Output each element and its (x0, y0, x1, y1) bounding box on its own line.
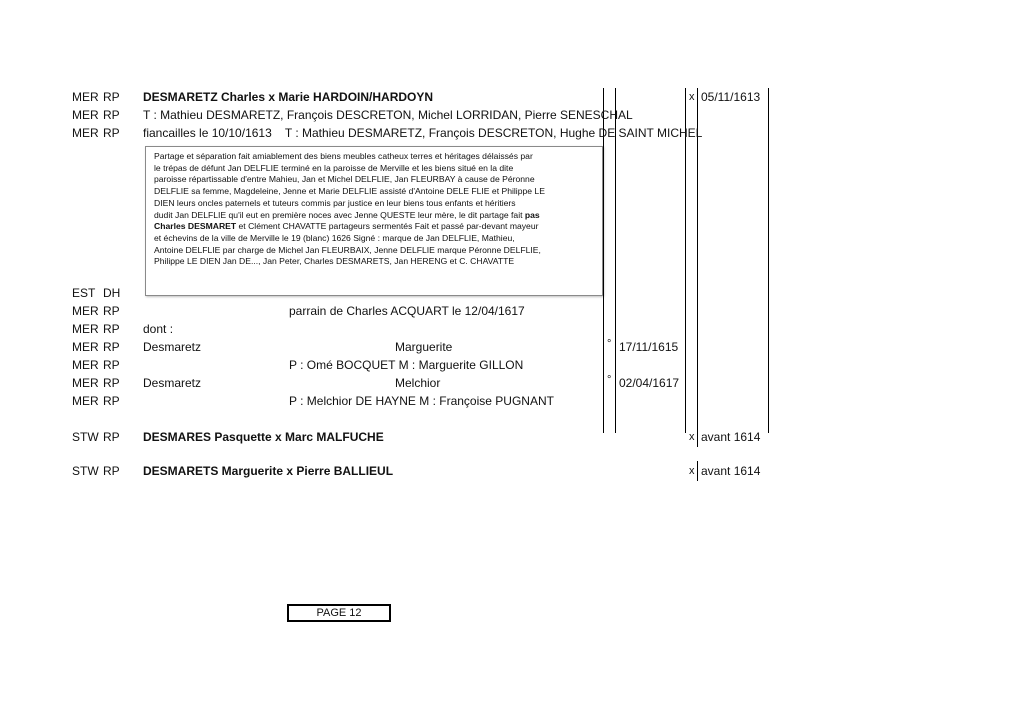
type-code: RP (103, 304, 120, 318)
birth-mark: ° (607, 338, 612, 350)
place-code: MER (72, 358, 99, 372)
entry-text: DESMARETZ Charles x Marie HARDOIN/HARDOYN (143, 90, 434, 104)
note-bold-text: Charles DESMARET (154, 221, 237, 232)
place-code: STW (72, 464, 99, 478)
place-code: MER (72, 340, 99, 354)
entry-text: P : Omé BOCQUET M : Marguerite GILLON (289, 358, 524, 372)
entry-text: DESMARES Pasquette x Marc MALFUCHE (143, 430, 384, 444)
note-text: et Clément CHAVATTE partageurs sermentés Fait et passé par-devant mayeur (236, 221, 539, 232)
note-bold-text: pas (524, 209, 540, 220)
event-date: 17/11/1615 (619, 340, 679, 354)
type-code: RP (103, 322, 120, 336)
given-name: Marguerite (395, 340, 453, 354)
mark-divider (697, 427, 698, 447)
place-code: MER (72, 108, 99, 122)
entry-text: T : Mathieu DESMARETZ, François DESCRETON, Michel LORRIDAN, Pierre SENESCHAL (143, 108, 633, 122)
note-line: Antoine DELFLIE par charge de Michel Jan FLEURBAIX, Jenne DELFLIE marque Péronne DELFLIE, (154, 244, 541, 255)
column-rule-5 (768, 88, 769, 433)
entry-text: fiancailles le 10/10/1613 T : Mathieu DESMARETZ, François DESCRETON, Hughe DE SAINT MICHEL (143, 126, 703, 140)
type-code: RP (103, 358, 120, 372)
note-line: DIEN leurs oncles paternels et tuteurs commis par justice en leur biens tous enfants et héritiers (154, 197, 516, 208)
marriage-mark: x (689, 91, 695, 103)
type-code: DH (103, 286, 121, 300)
mark-divider (697, 461, 698, 481)
place-code: MER (72, 126, 99, 140)
place-code: MER (72, 90, 99, 104)
note-line (154, 221, 596, 233)
note-line: le trépas de défunt Jan DELFLIE terminé en la paroisse de Merville et les biens situé en la dite (154, 162, 514, 173)
note-line: paroisse répartissable d'entre Mahieu, Jan et Michel DELFLIE, Jan FLEURBAY à cause de Péronne (154, 174, 535, 185)
entry-text: dont : (143, 322, 174, 336)
page-number-box: PAGE 12 (287, 604, 391, 622)
type-code: RP (103, 430, 120, 444)
event-date: avant 1614 (701, 464, 761, 478)
type-code: RP (103, 108, 120, 122)
note-line: Philippe LE DIEN Jan DE..., Jan Peter, Charles DESMARETS, Jan HERENG et C. CHAVATTE (154, 256, 515, 267)
place-code: MER (72, 322, 99, 336)
note-line: et échevins de la ville de Merville le 19 (blanc) 1626 Signé : marque de Jan DELFLIE, Mathieu, (154, 232, 515, 243)
surname: Desmaretz (143, 376, 202, 390)
note-line (154, 210, 596, 222)
note-text: dudit Jan DELFLIE qu'il eut en première noces avec Jenne QUESTE leur mère, le dit partage fait (154, 209, 525, 220)
type-code: RP (103, 126, 120, 140)
marriage-mark: x (689, 465, 695, 477)
type-code: RP (103, 394, 120, 408)
type-code: RP (103, 340, 120, 354)
event-date: 05/11/1613 (701, 90, 761, 104)
place-code: MER (72, 376, 99, 390)
note-comment-box (145, 146, 603, 296)
given-name: Melchior (395, 376, 441, 390)
type-code: RP (103, 464, 120, 478)
note-line: Partage et séparation fait amiablement des biens meubles catheux terres et héritages délaissés par (154, 151, 533, 161)
event-date: avant 1614 (701, 430, 761, 444)
event-date: 02/04/1617 (619, 376, 680, 390)
type-code: RP (103, 376, 120, 390)
place-code: MER (72, 304, 99, 318)
marriage-mark: x (689, 431, 695, 443)
place-code: EST (72, 286, 96, 300)
place-code: STW (72, 430, 99, 444)
type-code: RP (103, 90, 120, 104)
entry-text: DESMARETS Marguerite x Pierre BALLIEUL (143, 464, 394, 478)
note-line: DELFLIE sa femme, Magdeleine, Jenne et Marie DELFLIE assisté d'Antoine DELE FLIE et Philippe LE (154, 186, 545, 197)
birth-mark: ° (607, 374, 612, 386)
entry-text: P : Melchior DE HAYNE M : Françoise PUGNANT (289, 394, 554, 408)
surname: Desmaretz (143, 340, 202, 354)
entry-text: parrain de Charles ACQUART le 12/04/1617 (289, 304, 525, 318)
place-code: MER (72, 394, 99, 408)
